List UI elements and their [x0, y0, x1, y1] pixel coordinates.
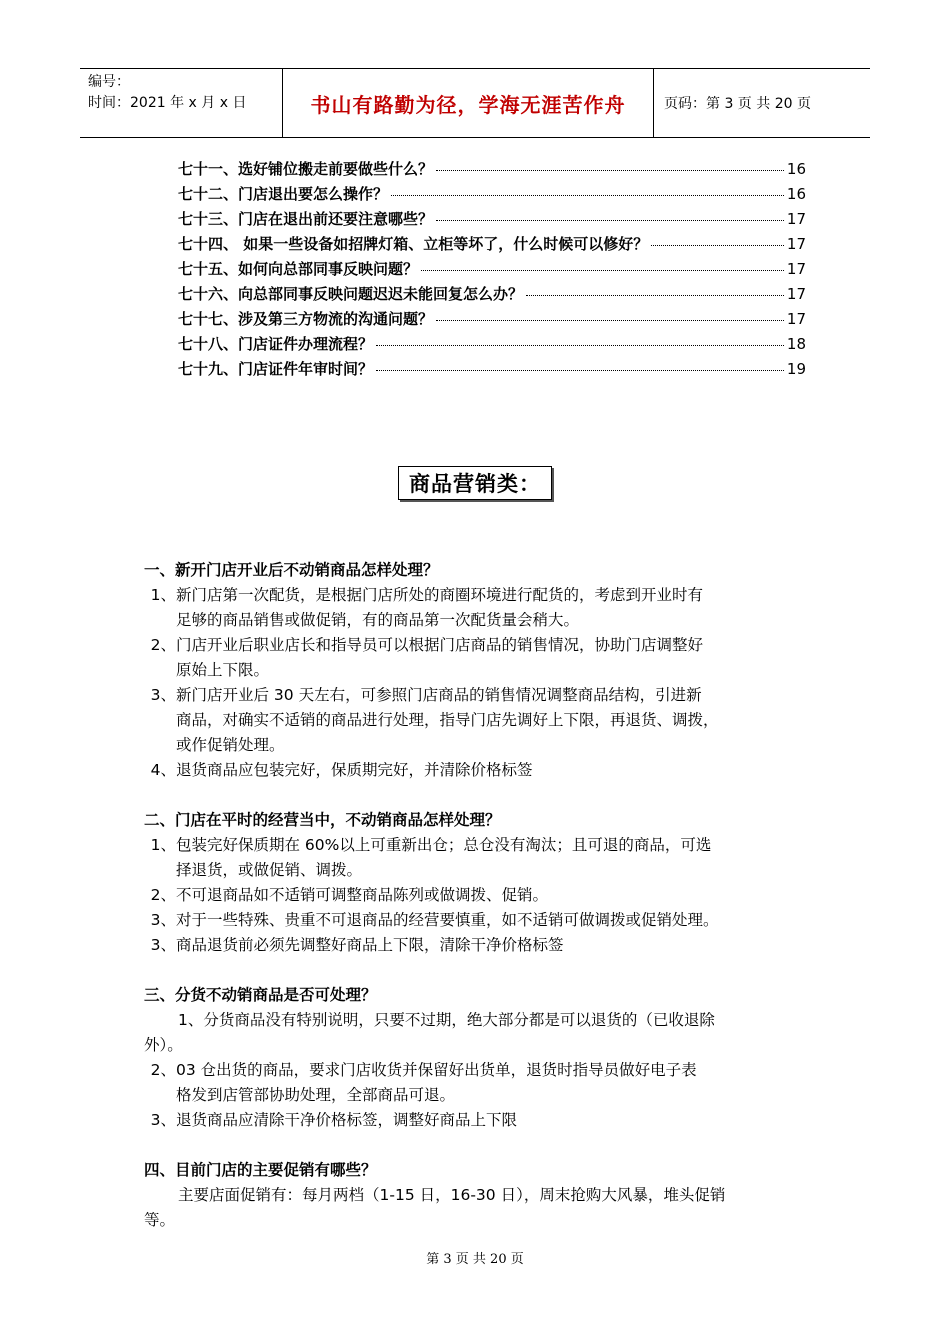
- list-item-text: [176, 758, 824, 783]
- toc-leader-dots: [421, 270, 784, 271]
- toc-entry-page: 17: [786, 235, 806, 253]
- list-item-line: 商品，对确实不适销的商品进行处理，指导门店先调好上下限，再退货、调拨，: [176, 711, 719, 729]
- list-item: [144, 633, 824, 683]
- toc-entry[interactable]: [178, 308, 806, 333]
- toc-entry-title: 七十六、向总部同事反映问题迟迟未能回复怎么办？: [178, 285, 524, 303]
- list-item: [144, 758, 824, 783]
- toc-leader-dots: [376, 345, 784, 346]
- toc-leader-dots: [391, 195, 784, 196]
- list-item: [144, 833, 824, 883]
- toc-leader-dots: [436, 220, 784, 221]
- list-item-number: 1、: [150, 836, 176, 854]
- list-item-number: 2、: [150, 886, 176, 904]
- list-item: [144, 683, 824, 758]
- question-heading: 二、门店在平时的经营当中，不动销商品怎样处理？: [144, 811, 501, 829]
- header-page-label: 页码：第 3 页 共 20 页: [664, 96, 811, 112]
- list-item: [144, 883, 824, 908]
- paragraph-line: 等。: [144, 1211, 176, 1229]
- list-item-text: [176, 683, 824, 758]
- toc-leader-dots: [651, 245, 784, 246]
- list-item-number: 3、: [150, 1111, 176, 1129]
- list-item-text: [176, 933, 824, 958]
- list-item-text: [176, 583, 824, 633]
- header-number-label: 编号：: [88, 74, 130, 90]
- list-item-number: 2、: [150, 636, 176, 654]
- list-item: [144, 1058, 824, 1108]
- toc-leader-dots: [436, 170, 784, 171]
- paragraph-line: 主要店面促销有：每月两档（1-15 日，16-30 日），周末抢购大风暴，堆头促销: [178, 1186, 726, 1204]
- toc-entry-title: 七十一、选好铺位搬走前要做些什么？: [178, 160, 434, 178]
- toc-leader-dots: [436, 320, 784, 321]
- toc-entry-page: 16: [786, 160, 806, 178]
- list-item-line: 退货商品应包装完好，保质期完好，并清除价格标签: [176, 761, 533, 779]
- toc-entry-page: 16: [786, 185, 806, 203]
- list-item-number: 4、: [150, 761, 176, 779]
- list-item-line: 择退货，或做促销、调拨。: [176, 861, 363, 879]
- list-item-line: 格发到店管部协助处理，全部商品可退。: [176, 1086, 456, 1104]
- toc-entry-title: 七十八、门店证件办理流程？: [178, 335, 374, 353]
- page-header: [80, 68, 870, 138]
- toc-entry[interactable]: [178, 158, 806, 183]
- section-gap: [144, 783, 824, 808]
- list-item-line: 不可退商品如不适销可调整商品陈列或做调拨、促销。: [176, 886, 549, 904]
- section-gap: [144, 958, 824, 983]
- toc-entry[interactable]: [178, 333, 806, 358]
- paragraph-line: 1、分货商品没有特别说明，只要不过期，绝大部分都是可以退货的（已收退除: [178, 1011, 715, 1029]
- question-heading: 一、新开门店开业后不动销商品怎样处理？: [144, 561, 439, 579]
- toc-entry-page: 18: [786, 335, 806, 353]
- header-motto: 书山有路勤为径，学海无涯苦作舟: [282, 69, 654, 137]
- list-item-line: 或作促销处理。: [176, 736, 285, 754]
- list-item-line: 商品退货前必须先调整好商品上下限，清除干净价格标签: [176, 936, 564, 954]
- question-heading: 三、分货不动销商品是否可处理？: [144, 986, 377, 1004]
- list-item-number: 3、: [150, 936, 176, 954]
- list-item-line: 退货商品应清除干净价格标签，调整好商品上下限: [176, 1111, 518, 1129]
- toc-entry-page: 19: [786, 360, 806, 378]
- page-footer: 第 3 页 共 20 页: [426, 1252, 524, 1267]
- toc-entry[interactable]: [178, 258, 806, 283]
- list-item-number: 1、: [150, 586, 176, 604]
- toc-entry-title: 七十四、 如果一些设备如招牌灯箱、立柜等坏了，什么时候可以修好？: [178, 235, 649, 253]
- list-item-number: 3、: [150, 686, 176, 704]
- paragraph: [144, 1008, 824, 1058]
- paragraph-line: 外）。: [144, 1036, 183, 1054]
- list-item-number: 2、: [150, 1061, 176, 1079]
- list-item: [144, 1108, 824, 1133]
- toc-entry[interactable]: [178, 358, 806, 383]
- list-item-text: [176, 1108, 824, 1133]
- paragraph: [144, 1183, 824, 1233]
- toc-entry[interactable]: [178, 208, 806, 233]
- list-item-text: [176, 883, 824, 908]
- toc-entry-page: 17: [786, 210, 806, 228]
- list-item: [144, 908, 824, 933]
- toc-leader-dots: [526, 295, 784, 296]
- list-item-text: [176, 908, 824, 933]
- table-of-contents: [178, 158, 806, 383]
- list-item: [144, 583, 824, 633]
- list-item-line: 新门店第一次配货，是根据门店所处的商圈环境进行配货的，考虑到开业时有: [176, 586, 704, 604]
- list-item: [144, 933, 824, 958]
- toc-entry-title: 七十三、门店在退出前还要注意哪些？: [178, 210, 434, 228]
- section-gap: [144, 1133, 824, 1158]
- list-item-text: [176, 833, 824, 883]
- toc-entry-title: 七十七、涉及第三方物流的沟通问题？: [178, 310, 434, 328]
- list-item-line: 包装完好保质期在 60%以上可重新出仓；总仓没有淘汰；且可退的商品，可选: [176, 836, 712, 854]
- toc-entry[interactable]: [178, 283, 806, 308]
- list-item-line: 03 仓出货的商品，要求门店收货并保留好出货单，退货时指导员做好电子表: [176, 1061, 697, 1079]
- toc-entry[interactable]: [178, 233, 806, 258]
- toc-entry-page: 17: [786, 285, 806, 303]
- toc-entry-title: 七十九、门店证件年审时间？: [178, 360, 374, 378]
- list-item-text: [176, 1058, 824, 1108]
- question-heading: 四、目前门店的主要促销有哪些？: [144, 1161, 377, 1179]
- toc-entry-page: 17: [786, 260, 806, 278]
- list-item-number: 3、: [150, 911, 176, 929]
- section-title: 商品营销类：: [398, 466, 552, 500]
- header-info-cell: [80, 69, 282, 137]
- list-item-line: 对于一些特殊、贵重不可退商品的经营要慎重，如不适销可做调拨或促销处理。: [176, 911, 719, 929]
- list-item-line: 足够的商品销售或做促销，有的商品第一次配货量会稍大。: [176, 611, 580, 629]
- toc-entry-title: 七十五、如何向总部同事反映问题？: [178, 260, 419, 278]
- toc-entry-page: 17: [786, 310, 806, 328]
- document-body: [144, 558, 824, 1233]
- list-item-line: 新门店开业后 30 天左右，可参照门店商品的销售情况调整商品结构，引进新: [176, 686, 702, 704]
- list-item-text: [176, 633, 824, 683]
- toc-entry-title: 七十二、门店退出要怎么操作？: [178, 185, 389, 203]
- toc-leader-dots: [376, 370, 784, 371]
- toc-entry[interactable]: [178, 183, 806, 208]
- header-time-label: 时间：2021 年 x 月 x 日: [88, 95, 247, 111]
- list-item-line: 原始上下限。: [176, 661, 270, 679]
- list-item-line: 门店开业后职业店长和指导员可以根据门店商品的销售情况，协助门店调整好: [176, 636, 704, 654]
